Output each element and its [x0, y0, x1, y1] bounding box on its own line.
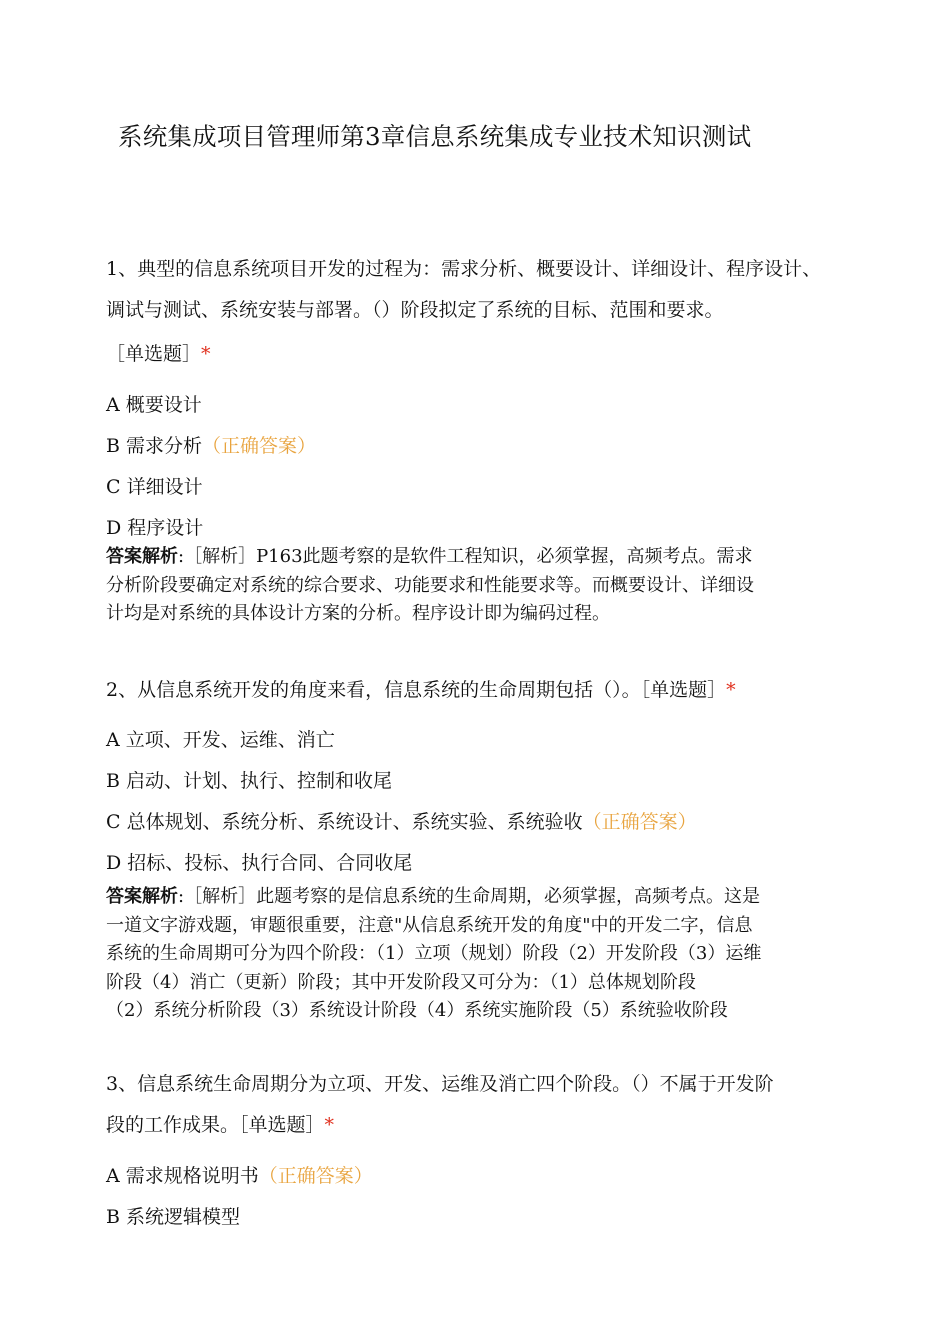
type-label: ［单选题］: [106, 343, 202, 365]
option-b[interactable]: B 系统逻辑模型: [106, 1206, 241, 1228]
question-stem-line: 3、信息系统生命周期分为立项、开发、运维及消亡四个阶段。（）不属于开发阶: [106, 1073, 774, 1095]
answer-explanation: 答案解析:［解析］P163此题考察的是软件工程知识，必须掌握，高频考点。需求 分析阶段要确定对系统的综合要求、功能要求和性能要求等。而概要设计、详细设 计均是对系统的具体设计方案的分析。程序设计即为编码过程。: [106, 546, 754, 624]
option-a[interactable]: A 概要设计: [106, 394, 202, 416]
required-mark: *: [324, 1114, 335, 1136]
required-mark: *: [726, 679, 736, 701]
required-mark: *: [201, 343, 211, 365]
option-c[interactable]: C 详细设计: [106, 476, 203, 498]
option-a[interactable]: A 需求规格说明书（正确答案）: [106, 1165, 373, 1187]
correct-answer-label: （正确答案）: [582, 811, 697, 833]
option-b[interactable]: B 需求分析（正确答案）: [106, 435, 317, 457]
option-d[interactable]: D 程序设计: [106, 517, 204, 539]
page-title: 系统集成项目管理师第3章信息系统集成专业技术知识测试: [118, 122, 752, 151]
correct-answer-label: （正确答案）: [258, 1165, 373, 1187]
option-c[interactable]: C 总体规划、系统分析、系统设计、系统实验、系统验收（正确答案）: [106, 811, 697, 833]
option-b[interactable]: B 启动、计划、执行、控制和收尾: [106, 770, 393, 792]
question-type-tag: [106, 339, 211, 366]
question-stem-line: 1、典型的信息系统项目开发的过程为：需求分析、概要设计、详细设计、程序设计、: [106, 258, 822, 280]
type-label: ［单选题］: [640, 679, 727, 701]
option-a[interactable]: A 立项、开发、运维、消亡: [106, 729, 335, 751]
question-stem-line: 段的工作成果。［单选题］*: [106, 1114, 335, 1136]
answer-explanation: 答案解析:［解析］此题考察的是信息系统的生命周期，必须掌握，高频考点。这是 一道文字游戏题，审题很重要，注意"从信息系统开发的角度"中的开发二字，信息 系统的生命周期可分为四个阶段：（1）立项（规划）阶段（2）开发阶段（3）运维 阶段（4）消亡（更新）阶段；其中开发阶段又可分为：（1）总体规划阶段 （2）系统分析阶段（3）系统设计阶段（4）系统实施阶段（5）系统验收阶段: [106, 886, 762, 1021]
question-stem-line: 2、从信息系统开发的角度来看，信息系统的生命周期包括（）。［单选题］*: [106, 679, 736, 701]
type-label: ［单选题］: [239, 1114, 325, 1136]
option-d[interactable]: D 招标、投标、执行合同、合同收尾: [106, 852, 413, 874]
explanation-label: 答案解析: [106, 886, 178, 907]
explanation-label: 答案解析: [106, 546, 178, 567]
question-stem-line: 调试与测试、系统安装与部署。（）阶段拟定了系统的目标、范围和要求。: [106, 299, 724, 321]
correct-answer-label: （正确答案）: [202, 435, 317, 457]
